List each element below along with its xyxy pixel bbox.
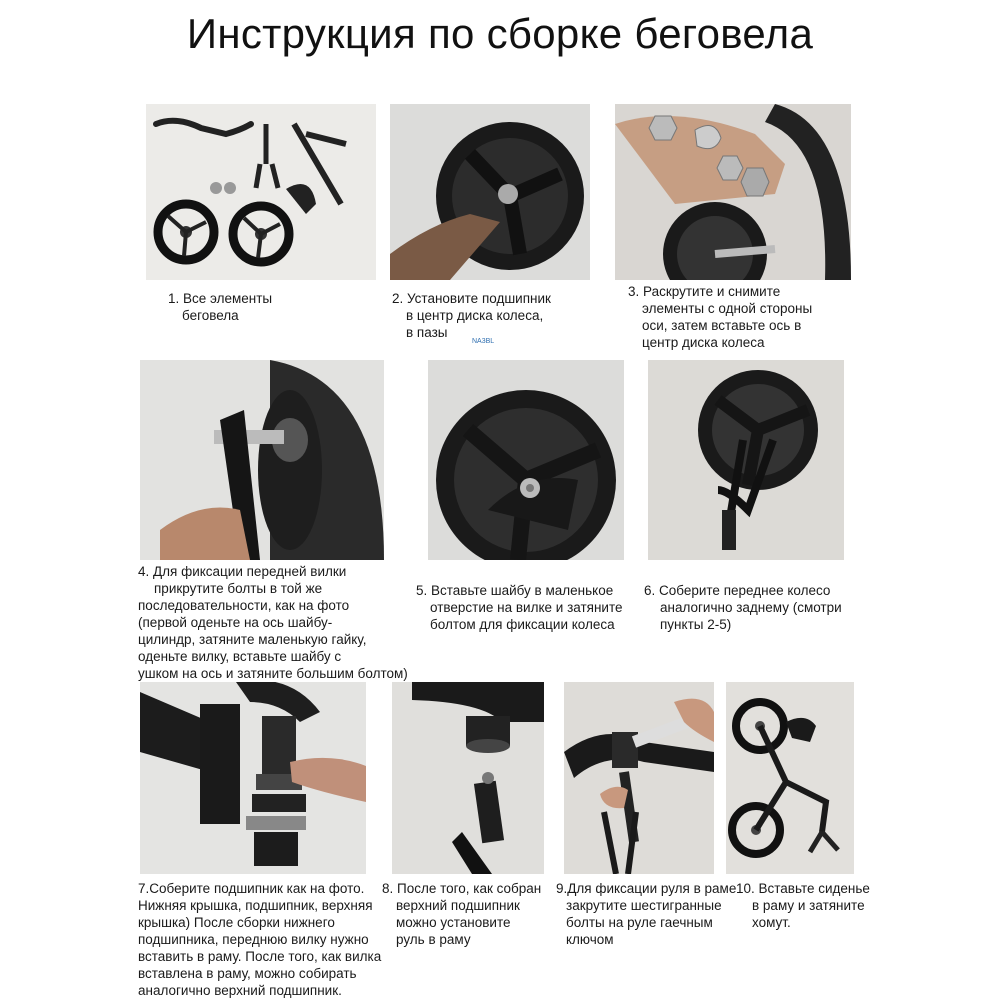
step-7-line: Нижняя крышка, подшипник, верхняя: [138, 898, 373, 913]
step-6-caption: [644, 582, 842, 633]
step-2-caption: [392, 290, 551, 341]
step-9-line: болты на руле гаечным: [566, 915, 713, 930]
step-4-line: последовательности, как на фото: [138, 598, 350, 613]
step-7-line: подшипника, переднюю вилку нужно: [138, 932, 369, 947]
page-title: Инструкция по сборке беговела: [186, 10, 814, 57]
step-2-mark: NA3BL: [472, 338, 495, 345]
step-4-line: 4. Для фиксации передней вилки: [138, 564, 347, 579]
step-4-line: цилиндр, затяните маленькую гайку,: [138, 632, 367, 647]
step-8-photo: [392, 682, 544, 874]
step-2-line: в пазы: [406, 325, 448, 340]
step-10-photo: [726, 682, 854, 874]
step-3-line: элементы с одной стороны: [642, 301, 813, 316]
step-4-line: ушком на ось и затяните большим болтом): [138, 666, 408, 681]
step-6-line: пункты 2-5): [660, 617, 732, 632]
step-7-line: вставить в раму. После того, как вилка: [138, 949, 382, 964]
step-8-line: можно установите: [396, 915, 511, 930]
step-8-line: 8. После того, как собран: [382, 881, 542, 896]
step-10-line: 10. Вставьте сиденье: [736, 881, 870, 896]
step-1-line: 1. Все элементы: [168, 291, 273, 306]
step-6-line: аналогично заднему (смотри: [660, 600, 842, 615]
step-5-photo: [428, 360, 624, 560]
step-8-caption: [382, 880, 541, 948]
step-5-line: болтом для фиксации колеса: [430, 617, 615, 632]
finished-bike-photo: [726, 682, 854, 874]
step-1-line: беговела: [182, 308, 239, 323]
step-4-line: прикрутите болты в той же: [154, 581, 323, 596]
step-6-line: 6. Соберите переднее колесо: [644, 583, 831, 598]
step-9-caption: [556, 880, 736, 948]
step-5-caption: [416, 582, 623, 633]
step-3-line: центр диска колеса: [642, 335, 765, 350]
step-10-line: в раму и затяните: [752, 898, 865, 913]
rear-wheel-washer-photo: [428, 360, 624, 560]
step-10-line: хомут.: [752, 915, 791, 930]
headset-bearing-photo: [140, 682, 366, 874]
step-3-caption: [628, 283, 812, 351]
step-2-line: 2. Установите подшипник: [392, 291, 551, 306]
step-4-photo: [140, 360, 384, 560]
step-9-line: ключом: [566, 932, 614, 947]
step-9-line: 9.Для фиксации руля в раме: [556, 881, 737, 896]
step-1-caption: [168, 290, 272, 324]
step-9-line: закрутите шестигранные: [566, 898, 722, 913]
step-10-caption: [736, 880, 870, 931]
step-5-line: отверстие на вилке и затяните: [430, 600, 623, 615]
bearing-insertion-photo: [390, 104, 590, 280]
step-3-line: оси, затем вставьте ось в: [642, 318, 802, 333]
step-4-caption: [138, 563, 408, 682]
step-6-photo: [648, 360, 844, 560]
axle-nuts-photo: [615, 104, 851, 280]
step-4-line: оденьте вилку, вставьте шайбу с: [138, 649, 342, 664]
step-2-line: в центр диска колеса,: [406, 308, 544, 323]
step-7-line: 7.Соберите подшипник как на фото.: [138, 881, 365, 896]
step-1-photo: [146, 104, 376, 280]
step-3-line: 3. Раскрутите и снимите: [628, 284, 781, 299]
step-8-line: верхний подшипник: [396, 898, 520, 913]
step-7-photo: [140, 682, 366, 874]
step-7-line: вставлена в раму, можно собирать: [138, 966, 357, 981]
step-7-line: аналогично верхний подшипник.: [138, 983, 342, 998]
hex-key-tightening-photo: [564, 682, 714, 874]
fork-axle-closeup-photo: [140, 360, 384, 560]
step-8-line: руль в раму: [396, 932, 471, 947]
step-9-photo: [564, 682, 714, 874]
handlebar-stem-photo: [392, 682, 544, 874]
step-5-line: 5. Вставьте шайбу в маленькое: [416, 583, 614, 598]
step-7-caption: [138, 880, 381, 999]
step-4-line: (первой оденьте на ось шайбу-: [138, 615, 333, 630]
step-3-photo: [615, 104, 851, 280]
step-7-line: крышка) После сборки нижнего: [138, 915, 335, 930]
step-2-photo: [390, 104, 590, 280]
bike-parts-layout-photo: [146, 104, 376, 280]
front-wheel-assembled-photo: [648, 360, 844, 560]
